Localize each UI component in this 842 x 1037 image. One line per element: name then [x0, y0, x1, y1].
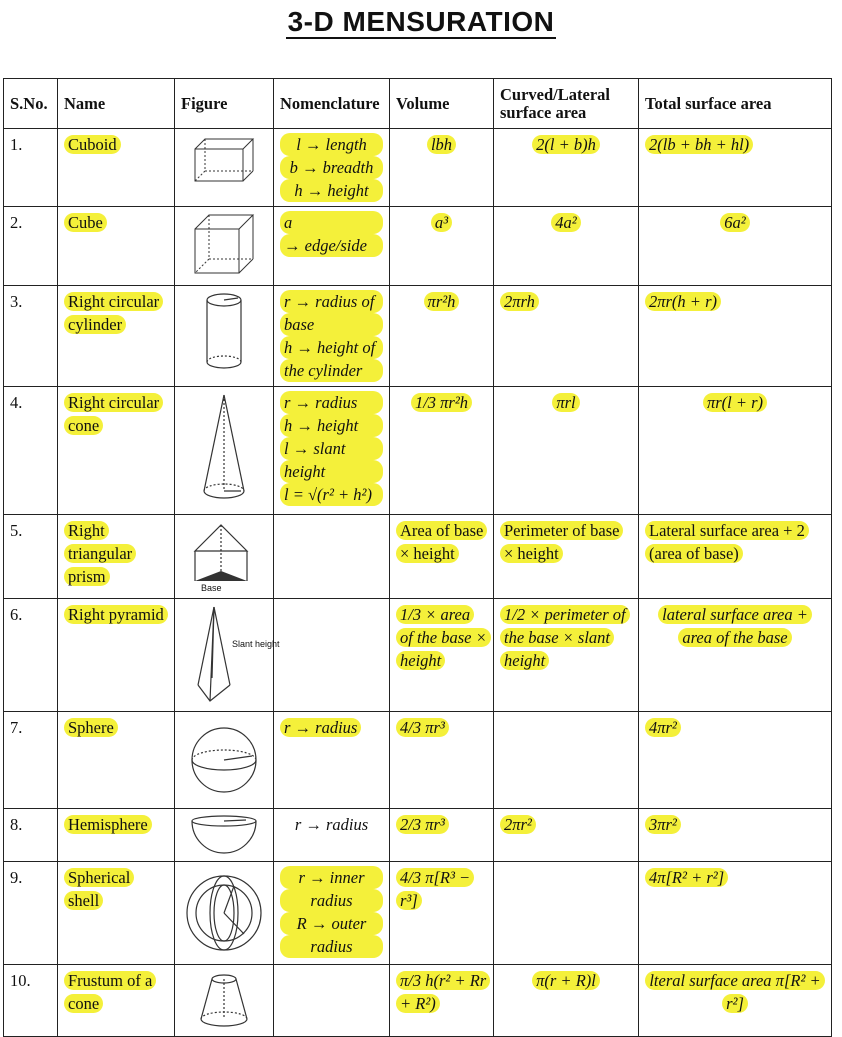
curved-area-cell: πrl — [494, 387, 639, 515]
sno-cell: 7. — [4, 712, 58, 809]
curved-area-cell — [494, 862, 639, 965]
nomenclature-cell: r → radius of base h → height of the cylinder — [274, 286, 390, 387]
table-row — [4, 862, 832, 965]
table-row — [4, 207, 832, 286]
mensuration-table — [3, 78, 832, 1037]
table-row — [4, 129, 832, 207]
table-row — [4, 599, 832, 712]
pyramid-figure — [175, 599, 280, 712]
cylinder-figure — [175, 286, 274, 387]
volume-cell: Area of base × height — [390, 515, 494, 599]
cone-figure — [175, 387, 274, 515]
total-area-cell: 6a² — [639, 207, 832, 286]
total-area-cell: lteral surface area π[R² + r²] — [639, 965, 832, 1037]
header-name: Name — [58, 79, 175, 129]
table-row — [4, 965, 832, 1037]
nomenclature-cell: a → edge/side — [274, 207, 390, 286]
header-figure: Figure — [175, 79, 274, 129]
sno-cell: 9. — [4, 862, 58, 965]
page-title: 3-D MENSURATION — [287, 6, 555, 37]
name-cell: Sphere — [58, 712, 175, 809]
name-cell: Cuboid — [58, 129, 175, 207]
curved-area-cell: 2πrh — [494, 286, 639, 387]
nomenclature-cell — [274, 599, 390, 712]
sphere-figure — [175, 712, 274, 809]
volume-cell: 2/3 πr³ — [390, 809, 494, 862]
sno-cell: 5. — [4, 515, 58, 599]
volume-cell: πr²h — [390, 286, 494, 387]
name-cell: Spherical shell — [58, 862, 175, 965]
table-row — [4, 515, 832, 599]
volume-cell: 4/3 πr³ — [390, 712, 494, 809]
prism-base-label: Base — [201, 583, 222, 593]
curved-area-cell: 2πr² — [494, 809, 639, 862]
total-area-cell: 3πr² — [639, 809, 832, 862]
nomenclature-cell: r → radius h → height l → slant height l = √(r² + h²) — [274, 387, 390, 515]
volume-cell: 1/3 × area of the base × height — [390, 599, 494, 712]
name-cell: Cube — [58, 207, 175, 286]
curved-area-cell — [494, 712, 639, 809]
name-cell: Frustum of a cone — [58, 965, 175, 1037]
volume-cell: a³ — [390, 207, 494, 286]
curved-area-cell: 1/2 × perimeter of the base × slant height — [494, 599, 639, 712]
name-cell: Right pyramid — [58, 599, 175, 712]
cube-figure — [175, 207, 274, 286]
table-row — [4, 387, 832, 515]
name-cell: Right circular cone — [58, 387, 175, 515]
total-area-cell: πr(l + r) — [639, 387, 832, 515]
sno-cell: 1. — [4, 129, 58, 207]
cuboid-figure — [175, 129, 274, 207]
nomenclature-cell — [274, 965, 390, 1037]
nomenclature-cell: r → radius — [274, 712, 390, 809]
total-area-cell: 2πr(h + r) — [639, 286, 832, 387]
nomenclature-cell: l → length b → breadth h → height — [274, 129, 390, 207]
curved-area-cell: 2(l + b)h — [494, 129, 639, 207]
header-volume: Volume — [390, 79, 494, 129]
pyramid-slant-label: Slant height — [232, 639, 280, 649]
total-area-cell: 4π[R² + r²] — [639, 862, 832, 965]
total-area-cell: 4πr² — [639, 712, 832, 809]
nomenclature-cell — [274, 515, 390, 599]
header-total: Total surface area — [639, 79, 832, 129]
sno-cell: 2. — [4, 207, 58, 286]
hemisphere-figure — [175, 809, 274, 862]
curved-area-cell: π(r + R)l — [494, 965, 639, 1037]
total-area-cell: 2(lb + bh + hl) — [639, 129, 832, 207]
total-area-cell: Lateral surface area + 2 (area of base) — [639, 515, 832, 599]
sno-cell: 10. — [4, 965, 58, 1037]
table-row — [4, 809, 832, 862]
curved-area-cell: 4a² — [494, 207, 639, 286]
name-cell: Right circular cylinder — [58, 286, 175, 387]
table-row — [4, 286, 832, 387]
header-curved: Curved/Lateral surface area — [494, 79, 639, 129]
sno-cell: 3. — [4, 286, 58, 387]
nomenclature-cell: r → inner radius R → outer radius — [274, 862, 390, 965]
sno-cell: 6. — [4, 599, 58, 712]
volume-cell: 4/3 π[R³ − r³] — [390, 862, 494, 965]
curved-area-cell: Perimeter of base × height — [494, 515, 639, 599]
header-row — [4, 79, 832, 129]
header-nomenclature: Nomenclature — [274, 79, 390, 129]
header-sno: S.No. — [4, 79, 58, 129]
sno-cell: 8. — [4, 809, 58, 862]
table-row — [4, 712, 832, 809]
total-area-cell: lateral surface area + area of the base — [639, 599, 832, 712]
spherical-shell-figure — [175, 862, 274, 965]
frustum-figure — [175, 965, 274, 1037]
name-cell: Hemisphere — [58, 809, 175, 862]
volume-cell: lbh — [390, 129, 494, 207]
name-cell: Right triangular prism — [58, 515, 175, 599]
volume-cell: π/3 h(r² + Rr + R²) — [390, 965, 494, 1037]
nomenclature-cell: r → radius — [274, 809, 390, 862]
volume-cell: 1/3 πr²h — [390, 387, 494, 515]
prism-figure — [175, 515, 274, 599]
sno-cell: 4. — [4, 387, 58, 515]
